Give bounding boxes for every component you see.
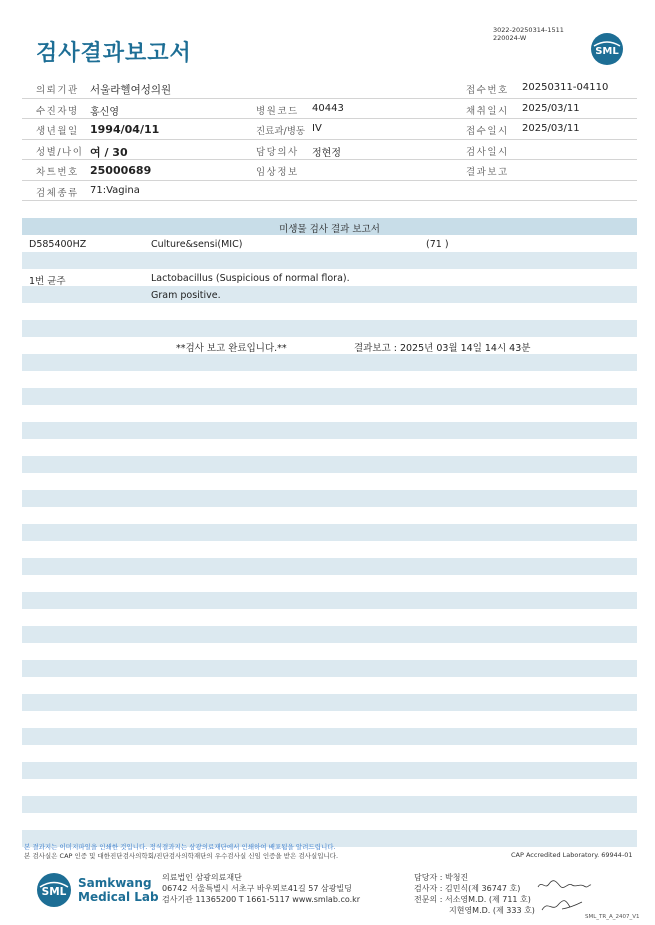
organism-line-2: Gram positive.	[151, 290, 221, 301]
band	[22, 252, 637, 269]
birth-value: 1994/04/11	[90, 123, 160, 136]
receipt-no-value: 20250311-04110	[522, 82, 609, 93]
chart-label: 차트번호	[36, 167, 79, 178]
birth-label: 생년월일	[36, 126, 79, 137]
band	[22, 286, 637, 303]
footer-specialist-2: 지현영M.D. (제 333 호)	[449, 906, 535, 915]
organism-label: 1번 균주	[29, 276, 66, 287]
specimen-label: 검체종류	[36, 187, 79, 199]
dept-label: 진료과/병동	[256, 126, 306, 137]
test-name: Culture&sensi(MIC)	[151, 239, 243, 250]
test-code: D585400HZ	[29, 239, 87, 250]
result-report-time: 결과보고 : 2025년 03월 14일 14시 43분	[354, 343, 531, 354]
report-section-title: 미생물 검사 결과 보고서	[279, 224, 380, 235]
hosp-code-label: 병원코드	[256, 105, 299, 117]
band	[22, 626, 637, 643]
patient-info	[22, 78, 637, 201]
sml-footer-logo	[36, 872, 72, 908]
specimen-value: 71:Vagina	[90, 184, 140, 196]
footer-brand	[78, 876, 159, 904]
band	[22, 558, 637, 575]
document-id-line-1: 3022-20250314-1511	[493, 26, 564, 34]
band	[22, 592, 637, 609]
band	[22, 422, 637, 439]
brand-name-2: Medical Lab	[78, 890, 159, 904]
footer-specialist-1: 전문의 : 서소영M.D. (제 711 호)	[414, 895, 531, 904]
cap-accreditation: CAP Accredited Laboratory. 69944-01	[511, 851, 633, 859]
organism-line-1: Lactobacillus (Suspicious of normal flora).	[151, 273, 350, 284]
receipt-date-value: 2025/03/11	[522, 123, 580, 134]
footer-note-image: 본 결과지는 이미지파일을 인쇄한 것입니다. 정식결과지는 삼광의료재단에서 인쇄하여 배포됨을 알려드립니다.	[24, 843, 336, 851]
footer-contact: 검사기관 11365200 T 1661-5117 www.smlab.co.kr	[162, 895, 361, 904]
footer-note-accreditation: 본 검사실은 CAP 인증 및 대한진단검사의학회/진단검사의학재단의 우수검사실 신임 인증을 받은 검사실입니다.	[24, 852, 339, 860]
sml-logo	[590, 32, 624, 66]
signature-tester	[536, 878, 592, 892]
footer-org: 의료법인 삼광의료재단	[162, 873, 242, 882]
band	[22, 354, 637, 371]
report-complete-message: **검사 보고 완료입니다.**	[176, 343, 287, 354]
report-body	[22, 218, 637, 848]
band	[22, 694, 637, 711]
report-header-band	[22, 218, 637, 235]
footer-tester: 검사자 : 김민식(제 36747 호)	[414, 884, 521, 893]
band	[22, 660, 637, 677]
receipt-no-label: 접수번호	[466, 85, 509, 96]
sex-age-value: 여 / 30	[90, 145, 128, 159]
name-value: 홍신영	[90, 106, 119, 118]
hosp-code-value: 40443	[312, 102, 344, 114]
info-row-birth	[22, 119, 637, 140]
sml-logo-text: SML	[595, 46, 619, 57]
collect-date-value: 2025/03/11	[522, 102, 580, 114]
signature-specialist	[540, 896, 584, 916]
info-row-name	[22, 99, 637, 120]
test-date-label: 검사일시	[466, 146, 509, 158]
band	[22, 796, 637, 813]
institution-value: 서울라헬여성의원	[90, 84, 172, 96]
band	[22, 388, 637, 405]
info-row-specimen	[22, 181, 637, 202]
band	[22, 320, 637, 337]
band	[22, 490, 637, 507]
doctor-value: 정현정	[312, 147, 341, 159]
footer-address: 06742 서울특별시 서초구 바우뫼로41길 57 삼광빌딩	[162, 884, 352, 893]
band	[22, 762, 637, 779]
receipt-date-label: 접수일시	[466, 126, 509, 137]
document-id	[493, 26, 564, 42]
clinical-label: 임상정보	[256, 167, 299, 178]
dept-value: IV	[312, 123, 322, 134]
collect-date-label: 채취일시	[466, 105, 509, 117]
doctor-label: 담당의사	[256, 146, 299, 158]
info-row-institution	[22, 78, 637, 99]
info-row-chart	[22, 160, 637, 181]
name-label: 수진자명	[36, 105, 79, 117]
band	[22, 728, 637, 745]
institution-label: 의뢰기관	[36, 85, 79, 96]
chart-value: 25000689	[90, 164, 152, 177]
band	[22, 524, 637, 541]
info-row-sex-age	[22, 140, 637, 161]
result-report-label: 결과보고	[466, 167, 509, 178]
test-specimen-no: (71 )	[426, 239, 449, 250]
footer-manager: 담당자 : 박청진	[414, 873, 469, 882]
band	[22, 456, 637, 473]
sex-age-label: 성별/나이	[36, 146, 84, 158]
page-title: 검사결과보고서	[36, 41, 192, 66]
document-id-line-2: 220024-W	[493, 34, 527, 42]
brand-name-1: Samkwang	[78, 876, 152, 890]
form-code: SML_TR_A_2407_V1	[585, 914, 640, 920]
sml-footer-logo-text: SML	[41, 886, 67, 898]
